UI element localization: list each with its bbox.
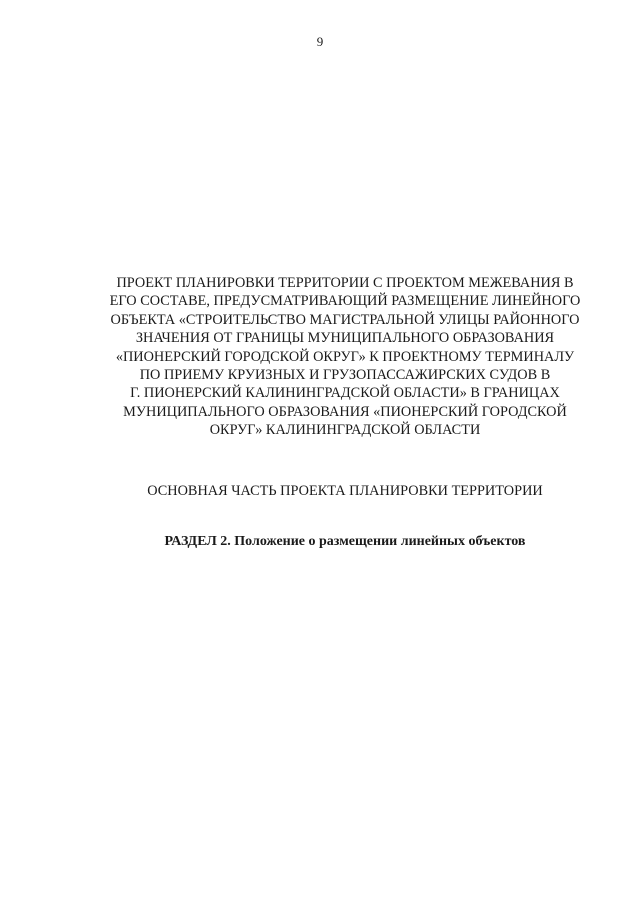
title-line: ЕГО СОСТАВЕ, ПРЕДУСМАТРИВАЮЩИЙ РАЗМЕЩЕНИЕ ЛИНЕЙНОГО <box>109 293 581 310</box>
page-number: 9 <box>316 34 324 49</box>
section-heading: РАЗДЕЛ 2. Положение о размещении линейных объектов <box>164 534 526 549</box>
title-line: ПО ПРИЕМУ КРУИЗНЫХ И ГРУЗОПАССАЖИРСКИХ СУДОВ В <box>139 367 551 384</box>
document-title <box>70 274 620 440</box>
title-line: МУНИЦИПАЛЬНОГО ОБРАЗОВАНИЯ «ПИОНЕРСКИЙ ГОРОДСКОЙ <box>123 403 567 420</box>
title-line: ОКРУГ» КАЛИНИНГРАДСКОЙ ОБЛАСТИ <box>209 422 481 439</box>
title-line: ЗНАЧЕНИЯ ОТ ГРАНИЦЫ МУНИЦИПАЛЬНОГО ОБРАЗОВАНИЯ <box>135 330 555 347</box>
title-line: «ПИОНЕРСКИЙ ГОРОДСКОЙ ОКРУГ» К ПРОЕКТНОМУ ТЕРМИНАЛУ <box>115 348 575 365</box>
title-line: ОБЪЕКТА «СТРОИТЕЛЬСТВО МАГИСТРАЛЬНОЙ УЛИЦЫ РАЙОННОГО <box>110 311 580 328</box>
document-subtitle: ОСНОВНАЯ ЧАСТЬ ПРОЕКТА ПЛАНИРОВКИ ТЕРРИТОРИИ <box>147 483 543 499</box>
title-line: Г. ПИОНЕРСКИЙ КАЛИНИНГРАДСКОЙ ОБЛАСТИ» В ГРАНИЦАХ <box>130 385 560 402</box>
title-line: ПРОЕКТ ПЛАНИРОВКИ ТЕРРИТОРИИ С ПРОЕКТОМ МЕЖЕВАНИЯ В <box>116 275 574 291</box>
